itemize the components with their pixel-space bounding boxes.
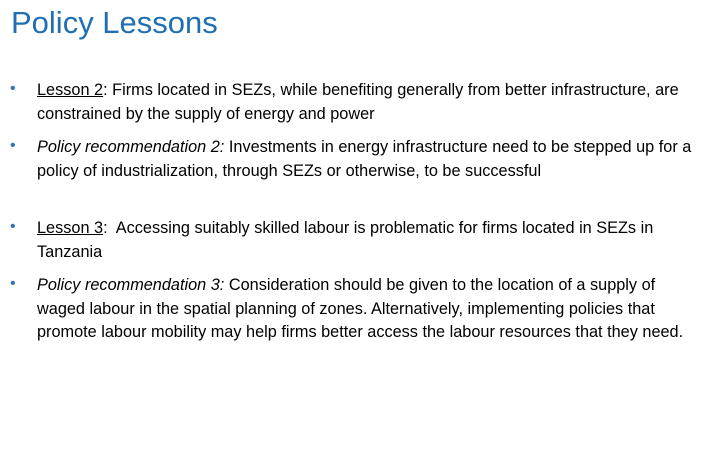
policy-recommendation-3-text: Consideration should be given to the location of a supply of waged labour in the spatial planning of zones. Alternatively, implementing policies that promote labour mobility may help firms better access the labour resources that they need.	[37, 276, 684, 341]
policy-recommendation-2-label: Policy recommendation 2:	[37, 138, 225, 156]
bullet-dot-icon: •	[10, 218, 16, 235]
lesson-2-text: Firms located in SEZs, while benefiting generally from better infrastructure, are constrained by the supply of energy and power	[37, 81, 679, 123]
slide-title: Policy Lessons	[11, 5, 218, 40]
bullet-lesson-2	[10, 79, 700, 126]
bullet-policy-recommendation-2	[10, 136, 700, 183]
bullet-dot-icon: •	[10, 80, 16, 97]
lesson-3-separator: :	[103, 219, 116, 237]
bullet-list	[10, 79, 700, 345]
lesson-3-text: Accessing suitably skilled labour is problematic for firms located in SEZs in Tanzania	[37, 219, 654, 261]
bullet-lesson-3	[10, 217, 700, 264]
bullet-dot-icon: •	[10, 137, 16, 154]
policy-recommendation-2-text: Investments in energy infrastructure need to be stepped up for a policy of industrialization, through SEZs or otherwise, to be successful	[37, 138, 692, 180]
lesson-2-separator: :	[103, 81, 113, 99]
lesson-3-label: Lesson 3	[37, 219, 104, 237]
bullet-dot-icon: •	[10, 275, 16, 292]
bullet-policy-recommendation-3	[10, 274, 700, 345]
policy-recommendation-3-label: Policy recommendation 3:	[37, 276, 225, 294]
lesson-2-label: Lesson 2	[37, 81, 104, 99]
